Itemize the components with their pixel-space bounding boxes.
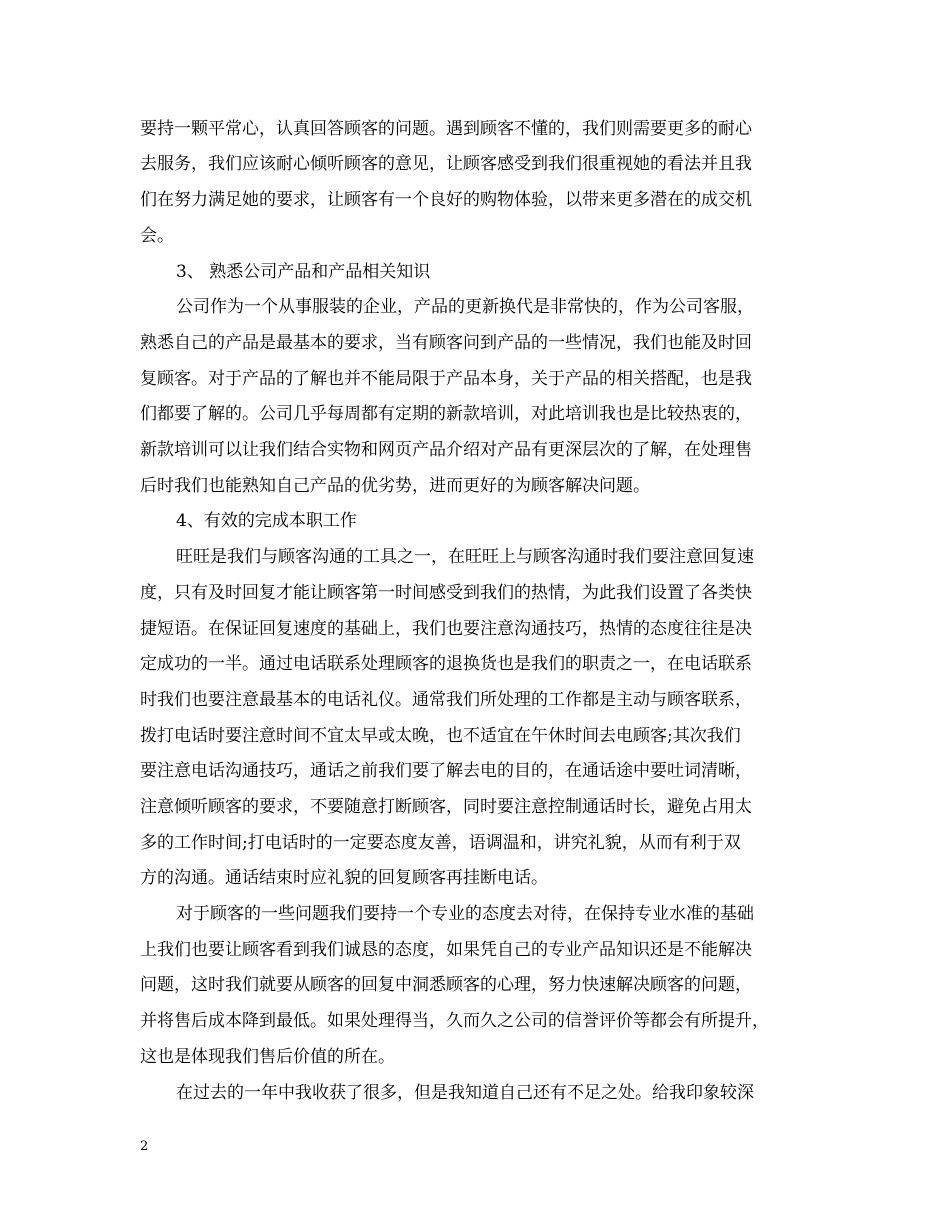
text-line: 旺旺是我们与顾客沟通的工具之一，在旺旺上与顾客沟通时我们要注意回复速	[176, 547, 754, 567]
text-line: 注意倾听顾客的要求，不要随意打断顾客，同时要注意控制通话时长，避免占用太	[140, 797, 752, 817]
text-line: 问题，这时我们就要从顾客的回复中洞悉顾客的心理，努力快速解决顾客的问题，	[140, 975, 752, 995]
text-line: 公司作为一个从事服装的企业，产品的更新换代是非常快的，作为公司客服，	[176, 297, 754, 317]
text-line: 新款培训可以让我们结合实物和网页产品介绍对产品有更深层次的了解，在处理售	[140, 440, 752, 460]
text-line: 方的沟通。通话结束时应礼貌的回复顾客再挂断电话。	[140, 868, 548, 888]
text-line: 时我们也要注意最基本的电话礼仪。通常我们所处理的工作都是主动与顾客联系，	[140, 690, 752, 710]
text-line: 们在努力满足她的要求，让顾客有一个良好的购物体验，以带来更多潜在的成交机	[140, 190, 752, 210]
text-line: 捷短语。在保证回复速度的基础上，我们也要注意沟通技巧，热情的态度往往是决	[140, 619, 752, 639]
section-heading: 3、 熟悉公司产品和产品相关知识	[176, 262, 431, 282]
text-line: 复顾客。对于产品的了解也并不能局限于产品本身，关于产品的相关搭配，也是我	[140, 369, 752, 389]
section-heading: 4、有效的完成本职工作	[176, 511, 357, 531]
text-line: 多的工作时间;打电话时的一定要态度友善，语调温和，讲究礼貌，从而有利于双	[140, 833, 741, 853]
text-line: 度，只有及时回复才能让顾客第一时间感受到我们的热情，为此我们设置了各类快	[140, 583, 752, 603]
text-line: 要注意电话沟通技巧，通话之前我们要了解去电的目的，在通话途中要吐词清晰，	[140, 761, 752, 781]
text-line: 会。	[140, 226, 174, 246]
text-line: 在过去的一年中我收获了很多，但是我知道自己还有不足之处。给我印象较深	[176, 1083, 754, 1103]
text-line: 要持一颗平常心，认真回答顾客的问题。遇到顾客不懂的，我们则需要更多的耐心	[140, 119, 752, 139]
text-line: 后时我们也能熟知自己产品的优劣势，进而更好的为顾客解决问题。	[140, 476, 650, 496]
text-line: 上我们也要让顾客看到我们诚恳的态度，如果凭自己的专业产品知识还是不能解决	[140, 940, 752, 960]
text-line: 熟悉自己的产品是最基本的要求，当有顾客问到产品的一些情况，我们也能及时回	[140, 333, 752, 353]
text-line: 并将售后成本降到最低。如果处理得当，久而久之公司的信誉评价等都会有所提升，	[140, 1011, 769, 1031]
text-line: 去服务，我们应该耐心倾听顾客的意见，让顾客感受到我们很重视她的看法并且我	[140, 154, 752, 174]
text-line: 拨打电话时要注意时间不宜太早或太晚，也不适宜在午休时间去电顾客;其次我们	[140, 726, 741, 746]
text-line: 们都要了解的。公司几乎每周都有定期的新款培训，对此培训我也是比较热衷的，	[140, 404, 752, 424]
text-line: 这也是体现我们售后价值的所在。	[140, 1047, 395, 1067]
page-number: 2	[140, 1139, 149, 1154]
text-line: 对于顾客的一些问题我们要持一个专业的态度去对待，在保持专业水准的基础	[176, 904, 754, 924]
text-line: 定成功的一半。通过电话联系处理顾客的退换货也是我们的职责之一，在电话联系	[140, 654, 752, 674]
